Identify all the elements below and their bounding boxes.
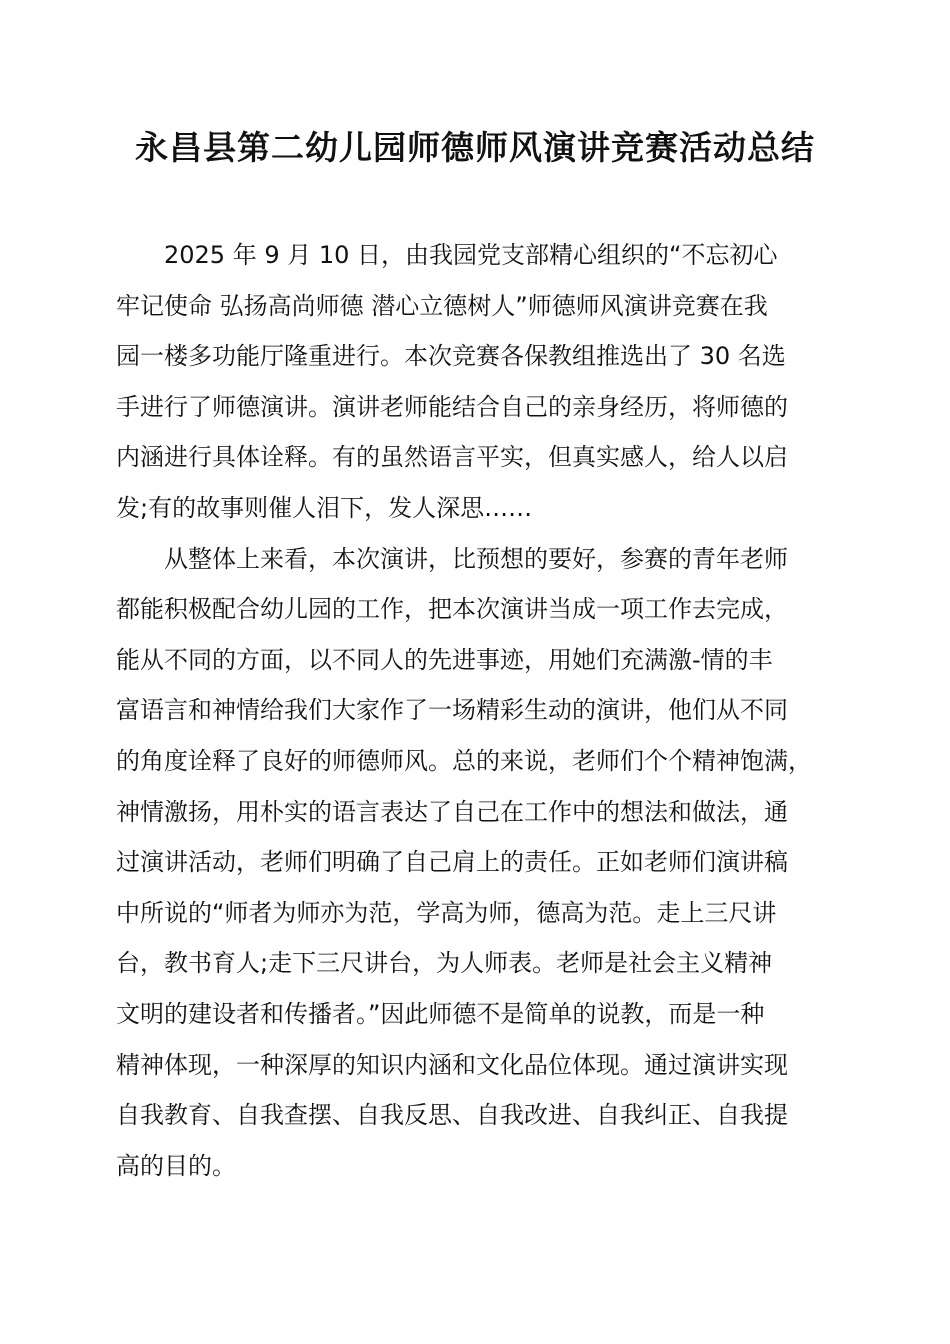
paragraph-line: 都能积极配合幼儿园的工作，把本次演讲当成一项工作去完成，: [116, 595, 788, 624]
paragraph-line: 园一楼多功能厅隆重进行。本次竞赛各保教组推选出了 30 名选: [116, 342, 786, 371]
paragraph-line: 手进行了师德演讲。演讲老师能结合自己的亲身经历，将师德的: [116, 392, 788, 421]
paragraph-line: 从整体上来看，本次演讲，比预想的要好，参赛的青年老师: [164, 544, 788, 573]
paragraph-line: 台，教书育人;走下三尺讲台，为人师表。老师是社会主义精神: [116, 949, 773, 978]
paragraph-line: 牢记使命 弘扬高尚师德 潜心立德树人”师德师风演讲竞赛在我: [116, 291, 768, 320]
paragraph-line: 的角度诠释了良好的师德师风。总的来说，老师们个个精神饱满，: [116, 746, 812, 775]
paragraph-line: 自我教育、自我查摆、自我反思、自我改进、自我纠正、自我提: [116, 1101, 788, 1130]
paragraph-2: [116, 534, 840, 1192]
paragraph-line: 能从不同的方面，以不同人的先进事迹，用她们充满激-情的丰: [116, 645, 773, 674]
paragraph-line: 发;有的故事则催人泪下，发人深思……: [116, 493, 533, 522]
paragraph-line: 中所说的“师者为师亦为范，学高为师，德高为范。走上三尺讲: [116, 898, 777, 927]
paragraph-line: 高的目的。: [116, 1151, 236, 1180]
document-body: [116, 230, 840, 1191]
paragraph-line: 精神体现，一种深厚的知识内涵和文化品位体现。通过演讲实现: [116, 1050, 788, 1079]
paragraph-line: 内涵进行具体诠释。有的虽然语言平实，但真实感人，给人以启: [116, 443, 788, 472]
paragraph-line: 2025 年 9 月 10 日，由我园党支部精心组织的“不忘初心: [164, 241, 778, 269]
paragraph-1: [116, 230, 840, 534]
paragraph-line: 过演讲活动，老师们明确了自己肩上的责任。正如老师们演讲稿: [116, 848, 788, 877]
paragraph-line: 神情激扬，用朴实的语言表达了自己在工作中的想法和做法，通: [116, 797, 788, 826]
paragraph-line: 富语言和神情给我们大家作了一场精彩生动的演讲，他们从不同: [116, 696, 788, 725]
paragraph-line: 文明的建设者和传播者。”因此师德不是简单的说教，而是一种: [116, 999, 765, 1028]
document-title: 永昌县第二幼儿园师德师风演讲竞赛活动总结: [135, 128, 815, 167]
